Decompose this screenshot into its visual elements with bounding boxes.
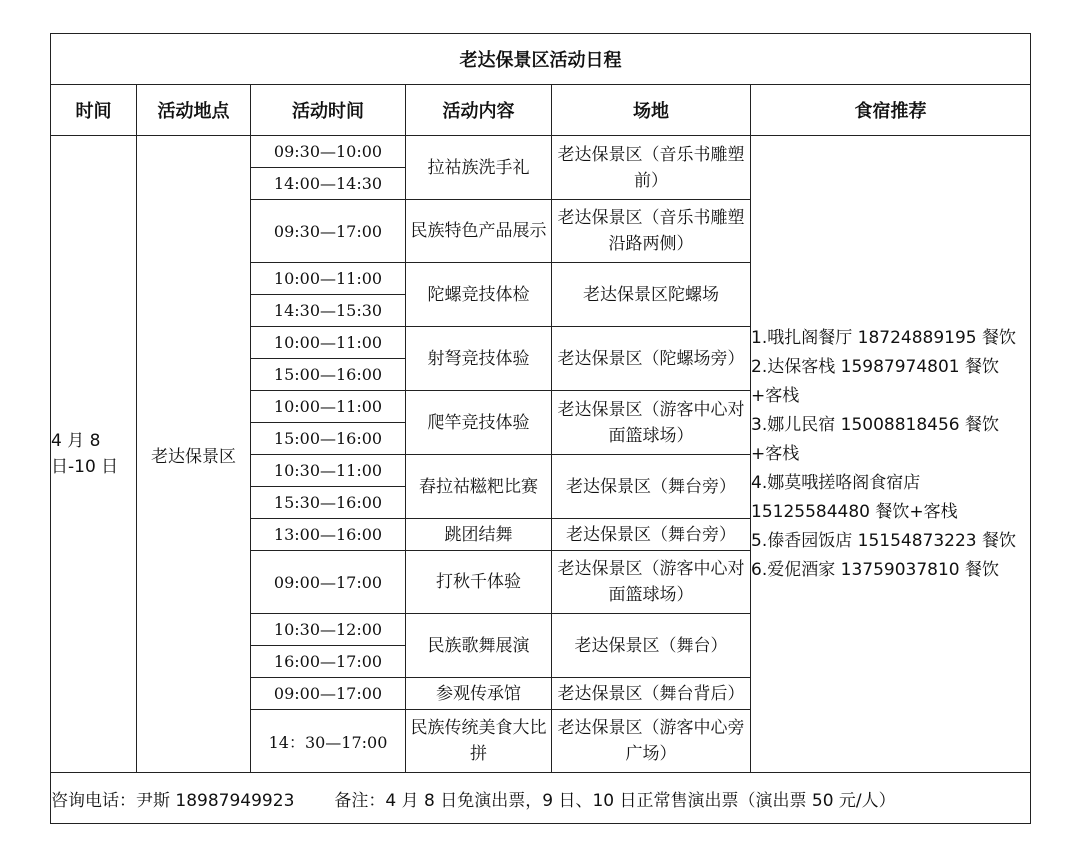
activity-content-cell: 打秋千体验 xyxy=(406,551,552,614)
header-row xyxy=(51,85,1031,136)
ticket-note: 备注：4 月 8 日免演出票，9 日、10 日正常售演出票（演出票 50 元/人） xyxy=(334,790,896,811)
food-item: 1.哦扎阁餐厅 18724889195 餐饮 xyxy=(751,327,1017,348)
activity-time-cell: 10:30—12:00 xyxy=(251,614,406,646)
activity-time-cell: 09:30—10:00 xyxy=(251,136,406,168)
venue-cell: 老达保景区（游客中心旁广场） xyxy=(552,710,751,773)
table-row xyxy=(51,136,1031,168)
venue-cell: 老达保景区（音乐书雕塑沿路两侧） xyxy=(552,200,751,263)
venue-cell: 老达保景区（舞台旁） xyxy=(552,519,751,551)
activity-content-cell: 参观传承馆 xyxy=(406,678,552,710)
activity-time-cell: 09:00—17:00 xyxy=(251,678,406,710)
activity-content-cell: 射弩竞技体验 xyxy=(406,327,552,391)
activity-content-cell: 跳团结舞 xyxy=(406,519,552,551)
activity-time-cell: 14：30—17:00 xyxy=(251,710,406,773)
activity-content-cell: 爬竿竞技体验 xyxy=(406,391,552,455)
venue-cell: 老达保景区（游客中心对面篮球场） xyxy=(552,391,751,455)
food-lodging-cell xyxy=(751,136,1031,773)
activity-content-cell: 民族特色产品展示 xyxy=(406,200,552,263)
venue-cell: 老达保景区（音乐书雕塑前） xyxy=(552,136,751,200)
header-location: 活动地点 xyxy=(137,85,251,136)
header-venue: 场地 xyxy=(552,85,751,136)
venue-cell: 老达保景区（陀螺场旁） xyxy=(552,327,751,391)
activity-time-cell: 10:30—11:00 xyxy=(251,455,406,487)
activity-time-cell: 14:00—14:30 xyxy=(251,168,406,200)
footer-cell xyxy=(51,773,1031,824)
food-item: 3.娜儿民宿 15008818456 餐饮+客栈 xyxy=(751,414,1000,464)
venue-cell: 老达保景区（游客中心对面篮球场） xyxy=(552,551,751,614)
header-time: 时间 xyxy=(51,85,137,136)
food-item: 5.傣香园饭店 15154873223 餐饮 xyxy=(751,530,1017,551)
activity-content-cell: 陀螺竞技体检 xyxy=(406,263,552,327)
food-item: 2.达保客栈 15987974801 餐饮+客栈 xyxy=(751,356,1000,406)
schedule-table xyxy=(50,33,1031,824)
contact-phone: 咨询电话：尹斯 18987949923 xyxy=(51,790,295,811)
activity-time-cell: 15:00—16:00 xyxy=(251,423,406,455)
header-activity-content: 活动内容 xyxy=(406,85,552,136)
activity-time-cell: 15:30—16:00 xyxy=(251,487,406,519)
activity-time-cell: 09:30—17:00 xyxy=(251,200,406,263)
activity-time-cell: 10:00—11:00 xyxy=(251,391,406,423)
activity-time-cell: 09:00—17:00 xyxy=(251,551,406,614)
food-item: 6.爱伲酒家 13759037810 餐饮 xyxy=(751,559,1000,580)
activity-content-cell: 民族歌舞展演 xyxy=(406,614,552,678)
venue-cell: 老达保景区（舞台旁） xyxy=(552,455,751,519)
venue-cell: 老达保景区陀螺场 xyxy=(552,263,751,327)
activity-time-cell: 14:30—15:30 xyxy=(251,295,406,327)
activity-content-cell: 拉祜族洗手礼 xyxy=(406,136,552,200)
date-cell: 4 月 8 日-10 日 xyxy=(51,136,137,773)
activity-time-cell: 10:00—11:00 xyxy=(251,263,406,295)
location-cell: 老达保景区 xyxy=(137,136,251,773)
activity-time-cell: 13:00—16:00 xyxy=(251,519,406,551)
activity-time-cell: 10:00—11:00 xyxy=(251,327,406,359)
header-food-lodging: 食宿推荐 xyxy=(751,85,1031,136)
activity-content-cell: 民族传统美食大比拼 xyxy=(406,710,552,773)
header-activity-time: 活动时间 xyxy=(251,85,406,136)
food-item: 4.娜莫哦搓咯阁食宿店 15125584480 餐饮+客栈 xyxy=(751,472,958,522)
activity-time-cell: 16:00—17:00 xyxy=(251,646,406,678)
venue-cell: 老达保景区（舞台） xyxy=(552,614,751,678)
table-title: 老达保景区活动日程 xyxy=(51,34,1031,85)
venue-cell: 老达保景区（舞台背后） xyxy=(552,678,751,710)
activity-content-cell: 舂拉祜糍粑比赛 xyxy=(406,455,552,519)
activity-time-cell: 15:00—16:00 xyxy=(251,359,406,391)
footer-row xyxy=(51,773,1031,824)
